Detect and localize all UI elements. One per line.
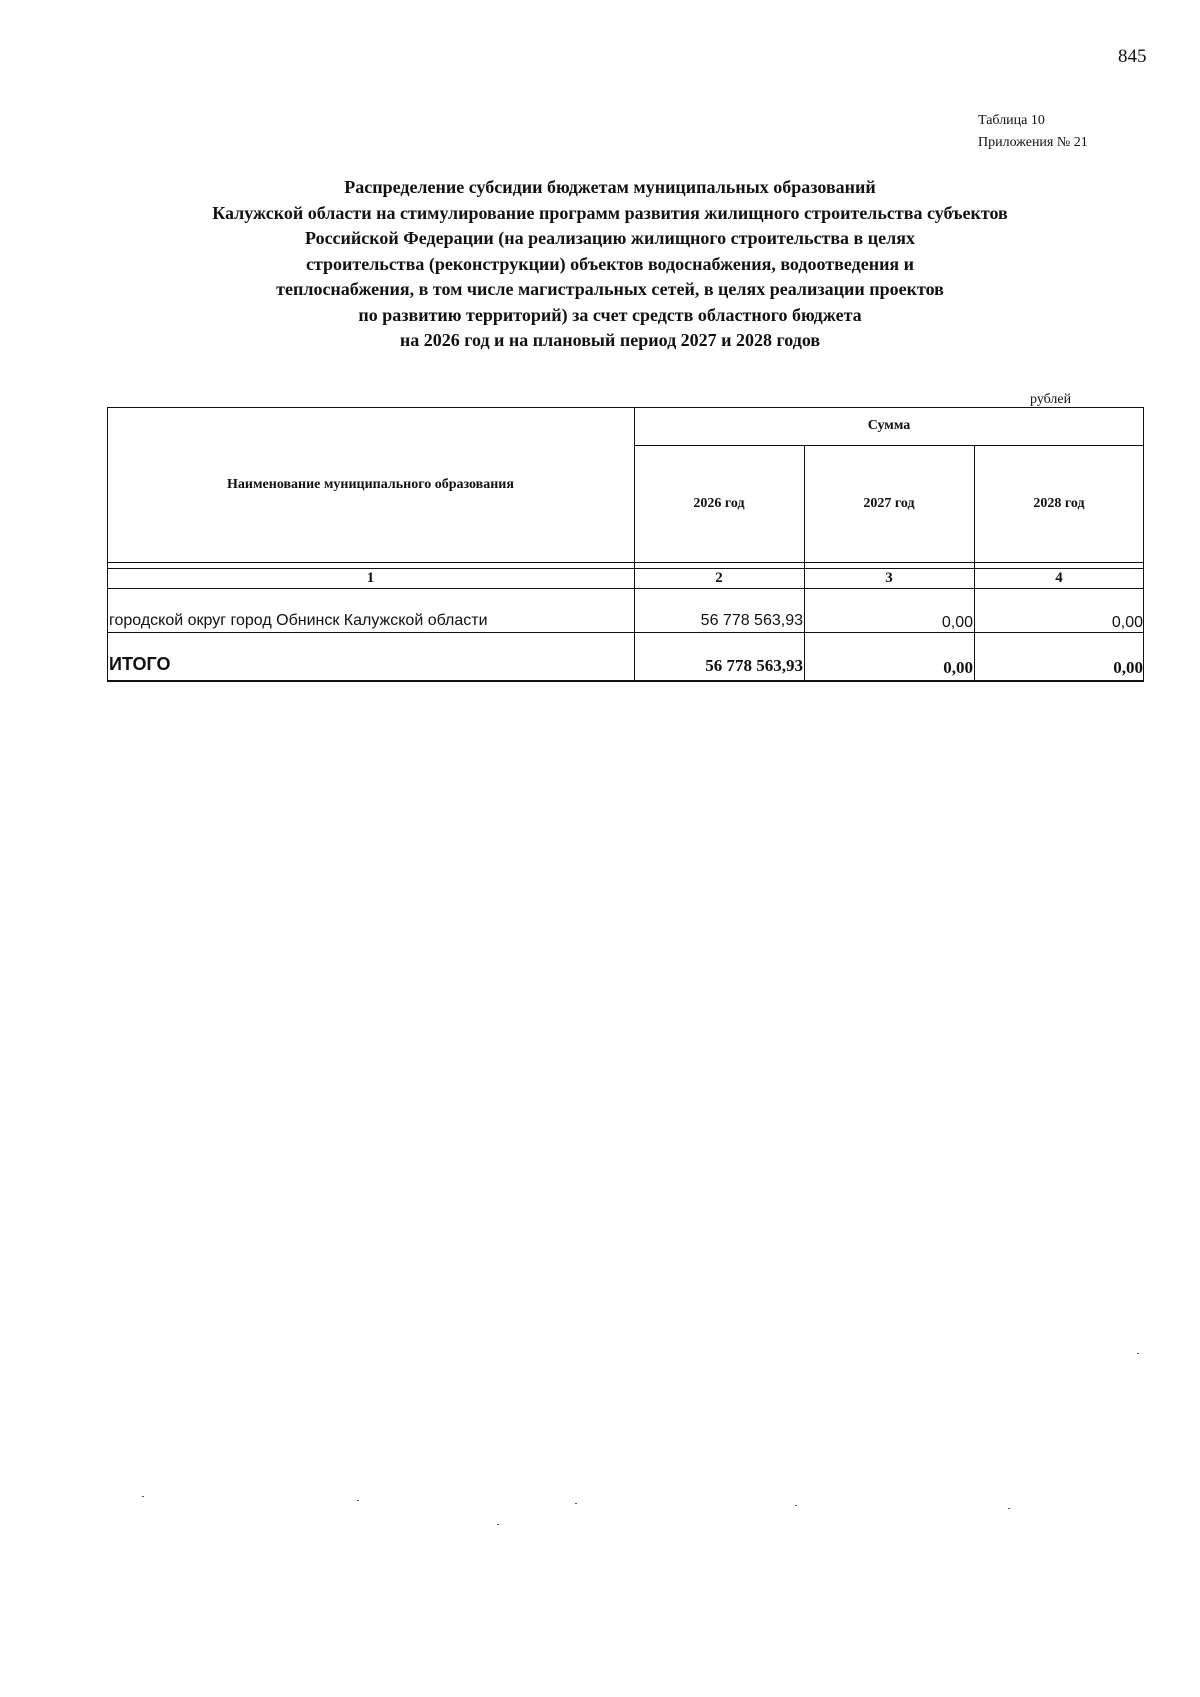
column-header-2026: 2026 год <box>693 495 745 511</box>
column-number: 2 <box>715 569 723 586</box>
scan-speck <box>795 1505 797 1506</box>
total-2027: 0,00 <box>943 658 973 677</box>
table-number-label: Таблица 10 <box>978 113 1045 128</box>
column-header-2028: 2028 год <box>1033 495 1085 511</box>
units-label: рублей <box>1030 392 1072 407</box>
total-label: ИТОГО <box>109 653 171 674</box>
total-2028: 0,00 <box>1113 658 1143 677</box>
column-number: 1 <box>366 569 375 586</box>
scan-speck <box>497 1524 499 1525</box>
column-group-sum: Сумма <box>867 418 911 433</box>
document-title <box>120 175 1100 354</box>
municipality-name: городской округ город Обнинск Калужской области <box>109 612 488 629</box>
column-number: 3 <box>885 569 893 586</box>
title-line: теплоснабжения, в том числе магистральных сетей, в целях реализации проектов <box>276 279 944 299</box>
amount-2026: 56 778 563,93 <box>700 612 803 629</box>
title-line: Российской Федерации (на реализацию жилищного строительства в целях <box>305 228 915 248</box>
scan-speck <box>575 1503 577 1504</box>
table-reference <box>978 110 1088 154</box>
appendix-label: Приложения № 21 <box>978 135 1088 150</box>
title-line: на 2026 год и на плановый период 2027 и 2028 годов <box>399 330 821 350</box>
total-2026: 56 778 563,93 <box>705 656 803 675</box>
title-line: строительства (реконструкции) объектов водоснабжения, водоотведения и <box>305 253 915 274</box>
column-number: 4 <box>1055 569 1063 586</box>
column-header-2027: 2027 год <box>863 495 915 511</box>
column-header-name: Наименование муниципального образования <box>227 476 514 492</box>
amount-2028: 0,00 <box>1111 614 1143 631</box>
title-line: по развитию территорий) за счет средств областного бюджета <box>358 304 862 325</box>
scan-speck <box>1137 1353 1139 1354</box>
amount-2027: 0,00 <box>941 614 973 631</box>
scan-speck <box>357 1500 359 1501</box>
table-rule <box>107 588 1144 589</box>
table-rule <box>107 562 1144 563</box>
page-number: 845 <box>1118 46 1147 67</box>
scan-speck <box>142 1496 144 1497</box>
title-line: Калужской области на стимулирование программ развития жилищного строительства субъектов <box>212 202 1008 223</box>
subsidy-table <box>107 407 1144 682</box>
scan-speck <box>1008 1508 1010 1509</box>
title-line: Распределение субсидии бюджетам муниципальных образований <box>344 177 876 197</box>
